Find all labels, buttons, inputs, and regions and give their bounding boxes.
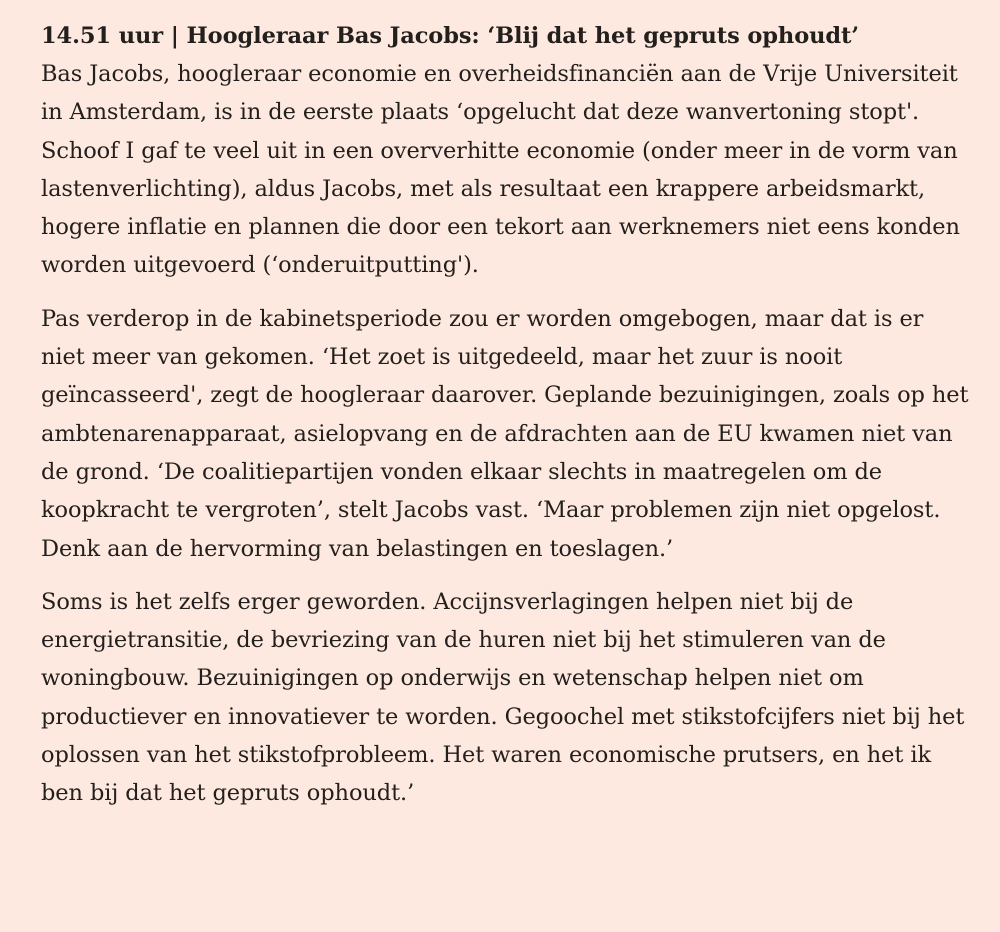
article-headline: 14.51 uur | Hoogleraar Bas Jacobs: ‘Blij dat het gepruts ophoudt’ [41, 23, 860, 49]
article-block [41, 18, 971, 813]
article-paragraph-3: Soms is het zelfs erger geworden. Accijnsverlagingen helpen niet bij de energietransitie, de bevriezing van de huren niet bij het stimuleren van de woningbouw. Bezuinigingen op onderwijs en wetenschap helpen niet om productiever en innovatiever te worden. Gegoochel met stikstofcijfers niet bij het oplossen van het stikstofprobleem. Het waren economische prutsers, en het ik ben bij dat het gepruts ophoudt.’ [41, 588, 965, 807]
article-paragraph-1: Bas Jacobs, hoogleraar economie en overheidsfinanciën aan de Vrije Universiteit in Amsterdam, is in de eerste plaats ‘opgelucht dat deze wanvertoning stopt'. Schoof I gaf te veel uit in een oververhitte economie (onder meer in de vorm van lastenverlichting), aldus Jacobs, met als resultaat een krappere arbeidsmarkt, hogere inflatie en plannen die door een tekort aan werknemers niet eens konden worden uitgevoerd (‘onderuitputting'). [41, 61, 960, 279]
article-paragraph-2: Pas verderop in de kabinetsperiode zou er worden omgebogen, maar dat is er niet meer van gekomen. ‘Het zoet is uitgedeeld, maar het zuur is nooit geïncasseerd', zegt de hoogleraar daarover. Geplande bezuinigingen, zoals op het ambtenarenapparaat, asielopvang en de afdrachten aan de EU kwamen niet van de grond. ‘De coalitiepartijen vonden elkaar slechts in maatregelen om de koopkracht te vergroten’, stelt Jacobs vast. ‘Maar problemen zijn niet opgelost. Denk aan de hervorming van belastingen en toeslagen.’ [41, 305, 969, 562]
